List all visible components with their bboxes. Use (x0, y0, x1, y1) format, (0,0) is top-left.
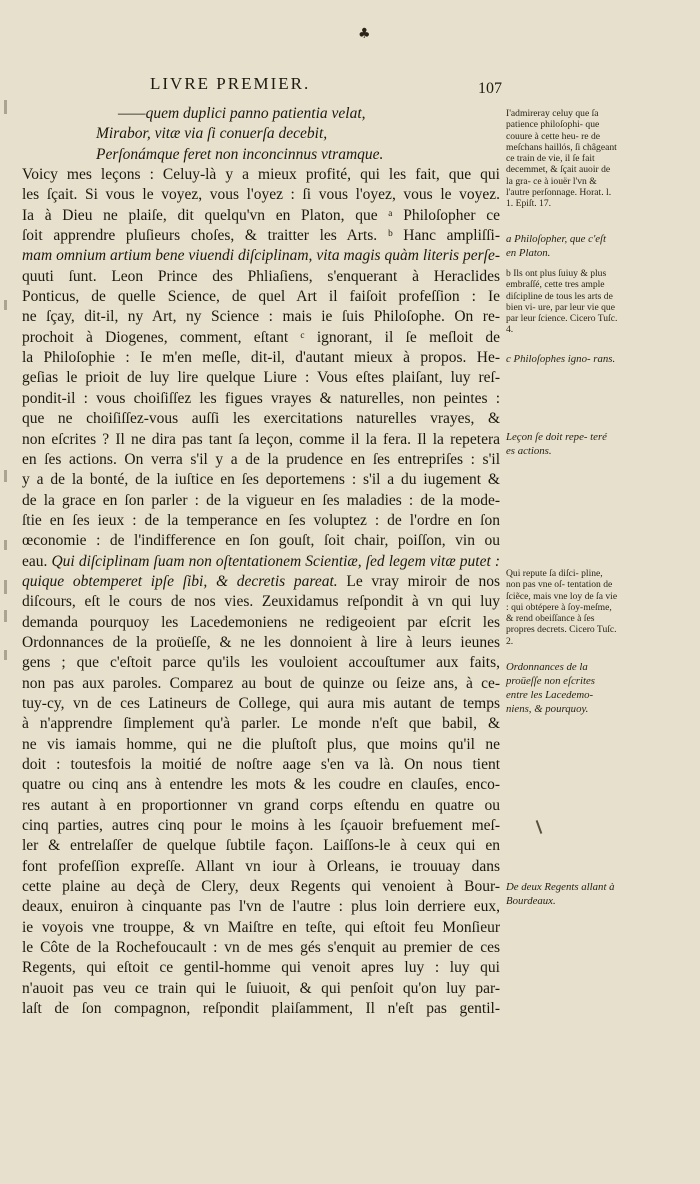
margin-note: a Philoſopher, que c'eſt en Platon. (506, 233, 607, 259)
text-line: tuy-cy, vn de ces Latineurs de College, qui aura mis autant de temps (22, 694, 500, 712)
text-line: Ia à Dieu ne plaiſe, dit quelqu'vn en Platon, que ᵃ Philoſopher ce (22, 206, 500, 224)
text-line: Mirabor, vitæ via ſi conuerſa decebit, (96, 125, 328, 143)
text-line: la Philoſophie : Ie m'en meſle, dit-il, d'autant mieux à propos. He- (22, 349, 500, 367)
text-line: font profeſſion expreſſe. Allant vn iour à Orleans, ie trouuay dans (22, 857, 500, 875)
running-head: LIVRE PREMIER. (150, 74, 311, 93)
text-line: ler & entrelaſſer de quelque ſubtile façon. Laiſſons-le à ceux qui en (22, 837, 500, 855)
margin-note: b Ils ont plus ſuiuy & plus embraſſé, cette tres ample diſcipline de tous les arts de bien vi- ure, par leur vie que par leur ſcience. Cicero Tuſc. 4. (506, 268, 618, 336)
page-number: 107 (478, 80, 502, 97)
text-segment: eau. (22, 552, 52, 570)
text-line: ne ſçay, dit-il, ny Art, ny Science : mais ie ſuis Philoſophe. On re- (22, 308, 500, 326)
text-line: ſoit apprendre pluſieurs choſes, & traitter les Arts. ᵇ Hanc ampliſſi- (22, 227, 500, 245)
text-line: mam omnium artium bene viuendi diſciplinam, vita magis quàm literis perſe- (22, 247, 500, 265)
text-line: le Côte de la Rochefoucault : vn de mes gés s'enquit au premier de ces (22, 939, 500, 957)
text-line: pondit-il : vous choiſiſſez les figues vrayes & naturelles, non peintes : (22, 389, 500, 407)
text-line (22, 572, 500, 592)
text-line: que ne choiſiſſez-vous auſſi les exercitations naturelles vrayes, & (22, 410, 500, 428)
text-segment: Qui diſciplinam ſuam non oſtentationem Scientiæ, ſed legem vitæ putet : (51, 552, 500, 570)
text-line: doit : toutesfois la moitié de noſtre aage s'en va là. On nous tient (22, 756, 500, 773)
text-line: gens ; que c'eſtoit parce qu'ils les vouloient accouſtumer aux faits, (22, 654, 500, 672)
margin-note: Qui repute ſa diſci- pline, non pas vne oſ- tentation de ſciẽce, mais vne loy de ſa vie : qui obtépere à ſoy-meſme, & rend obeiſſance à ſes propres decrets. Cicero Tuſc. 2. (506, 568, 618, 647)
margin-note: Leçon ſe doit repe- teré es actions. (506, 431, 607, 457)
page-edge-marks (0, 0, 12, 1184)
text-line: laſt de ſon compagnon, reſpondit plaiſamment, Il n'eſt pas gentil- (22, 1000, 500, 1018)
margin-note: Ordonnances de la proüeſſe non eſcrites entre les Lacedemo- niens, & pourquoy. (506, 661, 595, 715)
text-line: les ſçait. Si vous le voyez, vous l'oyez : ſi vous l'oyez, vous le voyez. (22, 186, 500, 204)
margin-note: I'admireray celuy que ſa patience philoſophi- que couure à cette heu- re de meſchans haillós, ſi châgeant ce train de vie, il ſe fait decemmet, & ſçait auoir de la gra- ce à iouër l'vn & l'autre perſonnage. Horat. l. 1. Epiſt. 17. (506, 108, 617, 210)
ornament-mark: ♣ (358, 26, 371, 42)
text-line: res autant à en proportionner vn grand corps eſtendu en quatre ou (22, 796, 500, 814)
text-line: en ſes actions. On verra s'il y a de la prudence en ſes entrepriſes : s'il (22, 450, 500, 468)
text-line: œconomie : de l'indifference en ſon gouſt, ſoit chair, poiſſon, vin ou (22, 532, 500, 550)
text-line: deaux, enuiron à cinquante pas l'vn de l'autre : plus loin derriere eux, (22, 898, 500, 916)
margin-note: De deux Regents allant à Bourdeaux. (506, 881, 615, 907)
text-line: demanda pourquoy les Lacedemoniens ne redigeoient par eſcrit les (22, 613, 500, 631)
text-line: ——quem duplici panno patientia velat, (118, 105, 366, 122)
text-line: de la grace en ſon parler : de la vigueur en ſes maladies : de la mode- (22, 491, 500, 509)
main-text-block (22, 104, 500, 1019)
text-line: Perſonámque feret non inconcinnus vtramque. (96, 145, 384, 163)
text-line (22, 552, 500, 572)
text-segment: quique obtemperet ipſe ſibi, & decretis pareat. (22, 572, 338, 590)
text-line: ie voyois vne trouppe, & vn Maiſtre en teſte, qui eſtoit feu Monſieur (22, 918, 500, 936)
text-line: à n'apprendre ſimplement qu'à parler. Le monde n'eſt que babil, & (22, 715, 500, 733)
text-line: cinq parties, autres cinq pour le moins à les ſçauoir brefuement meſ- (22, 817, 500, 835)
text-line: geſias le prioit de luy lire quelque Liure : Vous eſtes plaiſant, luy reſ- (22, 369, 500, 387)
margin-tick-mark (536, 820, 543, 834)
text-line: quuti ſunt. Leon Prince des Phliaſiens, s'enquerant à Heraclides (22, 267, 500, 285)
text-line: y a de la bonté, de la iuſtice en ſes deportemens : s'il a du iugement & (22, 471, 500, 489)
text-line: Ponticus, de quelle Science, de quel Art il faiſoit profeſſion : Ie (22, 288, 500, 306)
text-line: Ordonnances de la proüeſſe, & ne les donnoient à lire à leurs ieunes (22, 633, 500, 651)
text-line: quatre ou cinq ans à entendre les mots & les coudre en clauſes, enco- (22, 776, 500, 794)
text-segment: Le vray miroir de nos (337, 572, 500, 590)
text-line: non pas aux paroles. Comparez au bout de quinze ou ſeize ans, à ce- (22, 674, 500, 692)
text-line: Voicy mes leçons : Celuy-là y a mieux profité, qui les fait, que qui (22, 166, 500, 184)
text-line: cette plaine au deçà de Clery, deux Regents qui venoient à Bour- (22, 878, 500, 896)
text-line: n'auoit pas veu ce train qui le ſuiuoit, & qui penſoit qu'on luy par- (22, 979, 500, 997)
text-line: diſcours, eſt le cours de nos vies. Zeuxidamus reſpondit à vn qui luy (22, 593, 500, 611)
text-line: Regents, qui eſtoit ce gentil-homme qui venoit apres luy : luy qui (22, 959, 500, 977)
text-line: ſtie en ſes ieux : de la temperance en ſes voluptez : de l'ordre en ſon (22, 511, 500, 529)
text-line: non eſcrites ? Il ne dira pas tant ſa leçon, comme il la fera. Il la repetera (22, 430, 500, 448)
text-line: ne vis iamais homme, qui ne die pluſtoſt plus, que moins qu'il ne (22, 735, 500, 753)
margin-note: c Philoſophes igno- rans. (506, 353, 616, 365)
text-line: prochoit à Diogenes, comment, eſtant ᶜ ignorant, il ſe meſloit de (22, 328, 500, 346)
